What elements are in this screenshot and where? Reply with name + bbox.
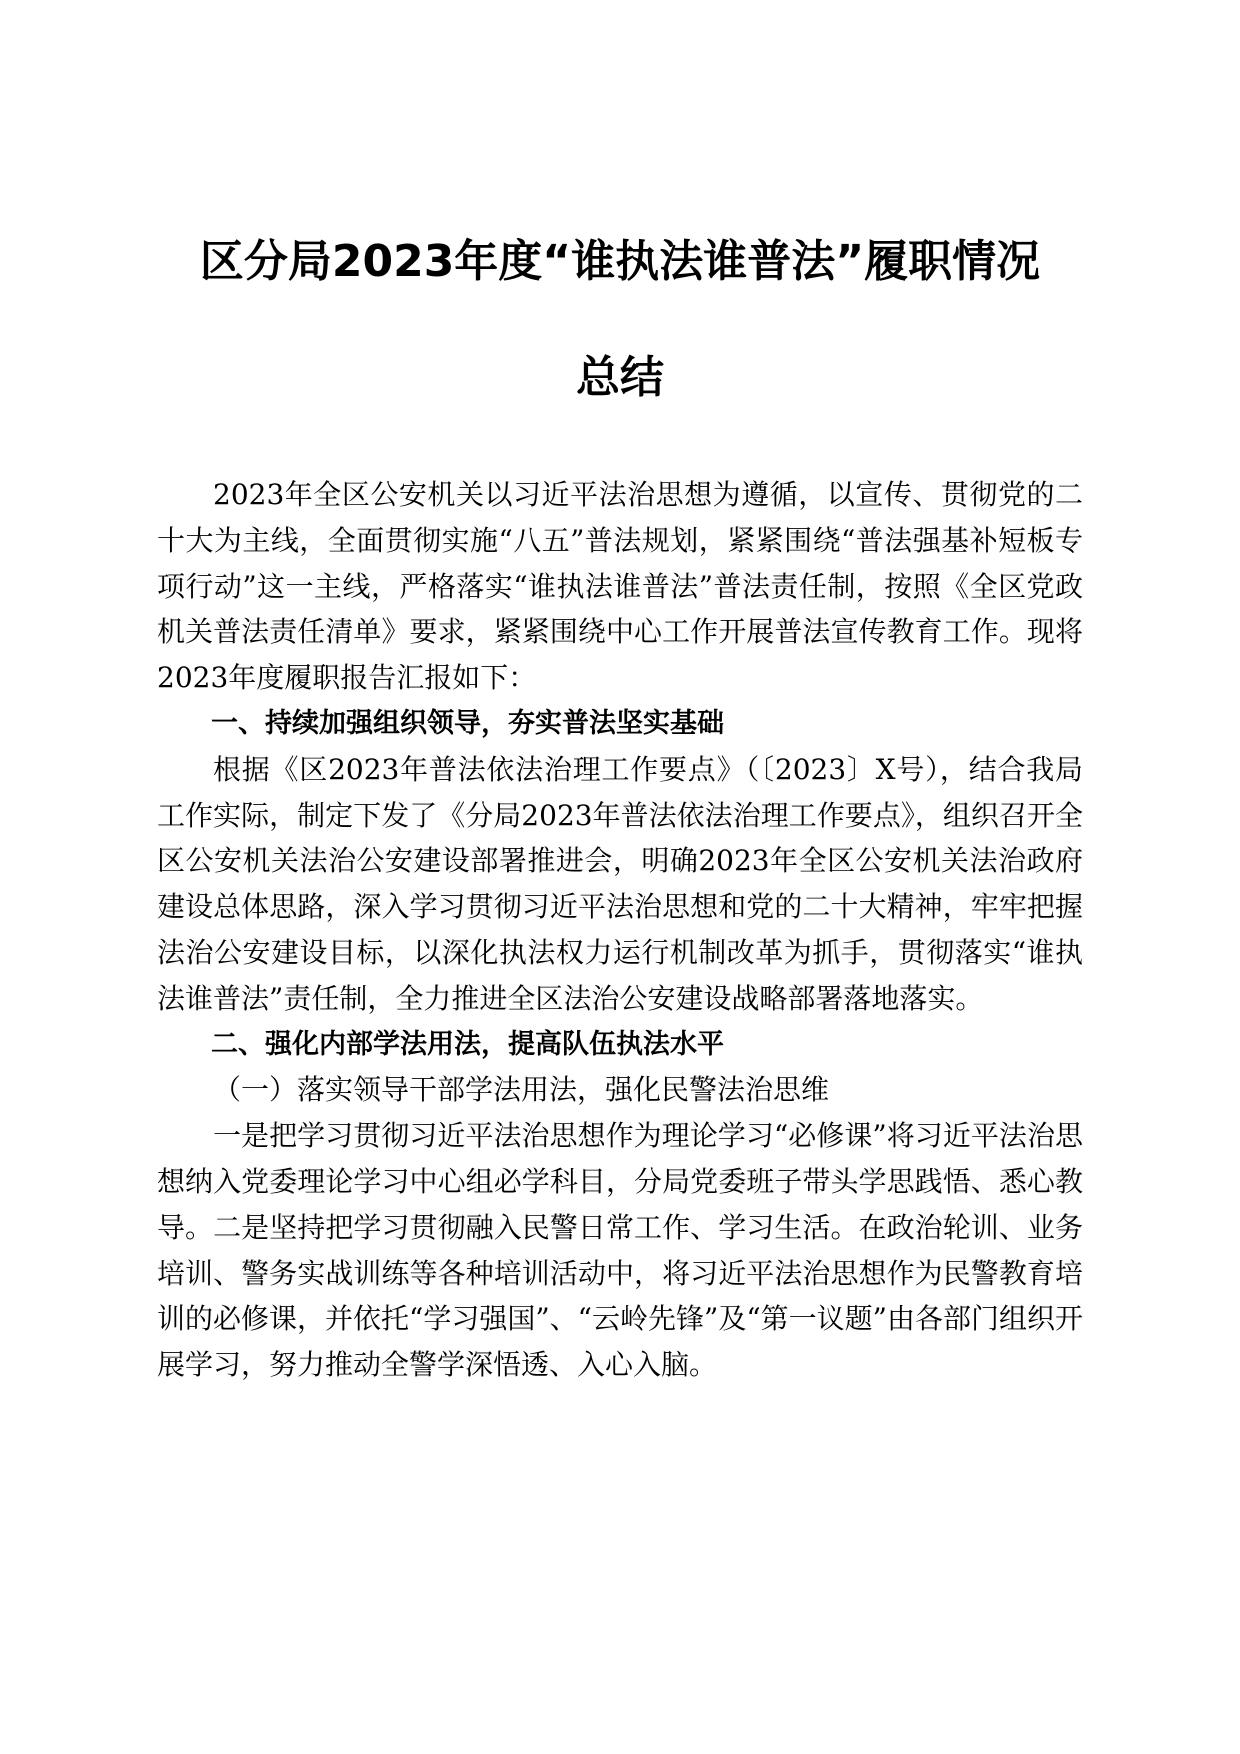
section-heading-1: 一、持续加强组织领导，夯实普法坚实基础 [211,707,724,739]
section-1-paragraph: 根据《区2023年普法依法治理工作要点》（〔2023〕X号），结合我局工作实际，制定下发了《分局2023年普法依法治理工作要点》，组织召开全区公安机关法治公安建设部署推进会，明确2023年全区公安机关法治政府建设总体思路，深入学习贯彻习近平法治思想和党的二十大精神，牢牢把握法治公安建设目标，以深化执法权力运行机制改革为抓手，贯彻落实“谁执法谁普法”责任制，全力推进全区法治公安建设战略部署落地落实。 [157,752,1083,1015]
subsection-2-1-paragraph: 一是把学习贯彻习近平法治思想作为理论学习“必修课”将习近平法治思想纳入党委理论学习中心组必学科目，分局党委班子带头学思践悟、悉心教导。二是坚持把学习贯彻融入民警日常工作、学习生活。在政治轮训、业务培训、警务实战训练等各种培训活动中，将习近平法治思想作为民警教育培训的必修课，并依托“学习强国”、“云岭先锋”及“第一议题”由各部门组织开展学习，努力推动全警学深悟透、入心入脑。 [157,1119,1083,1382]
document-title-line-2: 总结 [576,352,664,403]
section-heading-2: 二、强化内部学法用法，提高队伍执法水平 [211,1028,724,1060]
document-title-line-1: 区分局2023年度“谁执法谁普法”履职情况 [199,236,1041,287]
intro-paragraph: 2023年全区公安机关以习近平法治思想为遵循，以宣传、贯彻党的二十大为主线，全面贯彻实施“八五”普法规划，紧紧围绕“普法强基补短板专项行动”这一主线，严格落实“谁执法谁普法”普法责任制，按照《全区党政机关普法责任清单》要求，紧紧围绕中心工作开展普法宣传教育工作。现将2023年度履职报告汇报如下： [157,478,1083,695]
document-body [157,472,1083,1388]
subsection-heading-2-1: （一）落实领导干部学法用法，强化民警法治思维 [213,1073,830,1107]
